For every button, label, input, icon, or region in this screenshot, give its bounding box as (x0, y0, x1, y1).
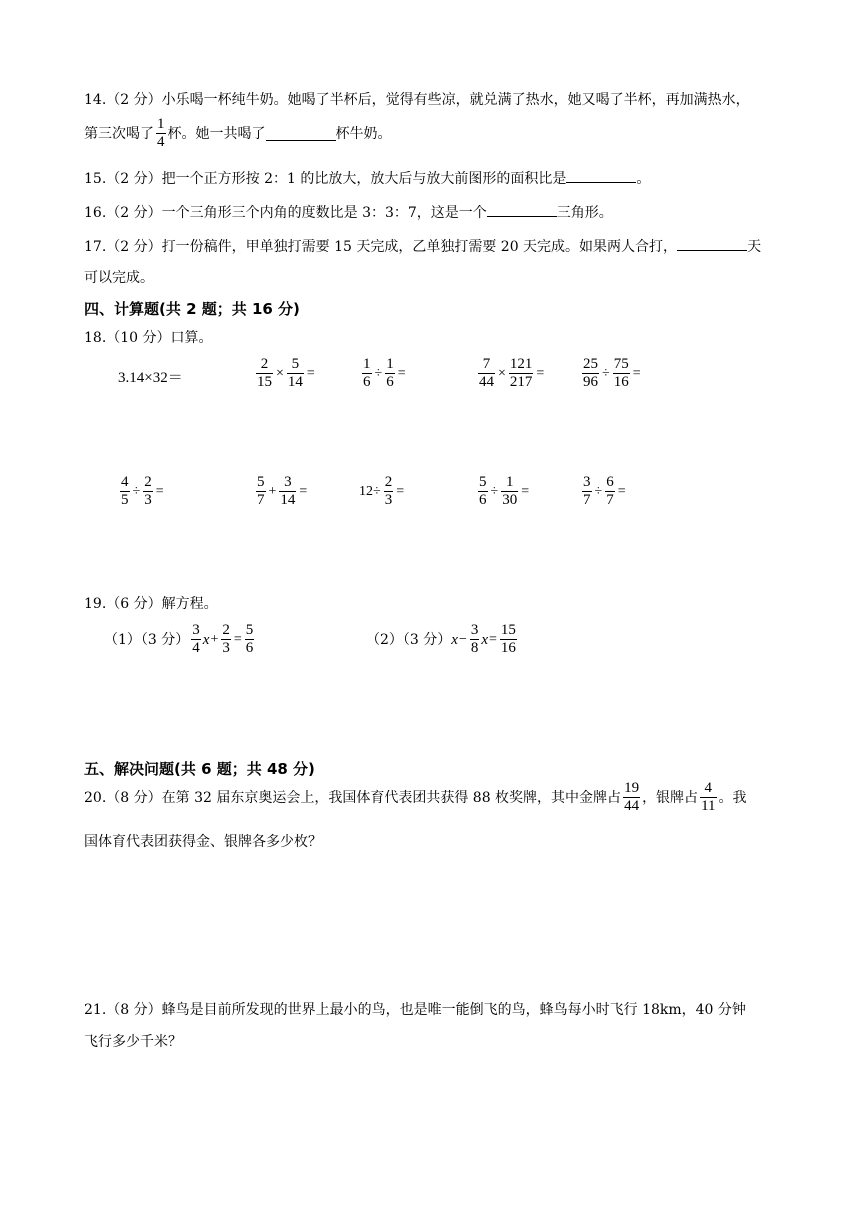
frac-num: 1 (363, 356, 371, 372)
q14-fraction (156, 116, 166, 151)
operator: ÷ (594, 483, 603, 499)
equals: = (299, 483, 308, 499)
fraction (256, 356, 273, 391)
q14-line2 (84, 116, 392, 151)
frac-num: 1 (505, 474, 514, 490)
frac-num: 2 (384, 474, 393, 490)
frac-num: 5 (291, 356, 300, 372)
frac-den: 11 (701, 798, 716, 814)
frac-den: 4 (192, 640, 200, 656)
frac-num: 15 (500, 622, 516, 638)
equals: = (521, 483, 530, 499)
frac-den: 3 (144, 492, 152, 508)
frac-den: 217 (509, 374, 533, 390)
equals: = (397, 365, 406, 381)
operator: ÷ (602, 365, 610, 381)
q20-text-a: 20.（8 分）在第 32 届东京奥运会上，我国体育代表团共获得 88 枚奖牌，其中金牌占 (84, 789, 622, 806)
q14-text-a: 第三次喝了 (84, 125, 154, 142)
frac-num: 4 (704, 780, 713, 796)
frac-num: 3 (583, 474, 591, 490)
q20-fraction-silver (700, 780, 716, 815)
fraction (245, 622, 255, 657)
frac-num: 5 (245, 622, 254, 638)
frac-num: 5 (479, 474, 487, 490)
q18-expr-1: 3.14×32＝ (118, 370, 183, 386)
operator: + (268, 483, 277, 499)
q19-part1-label: （1）（3 分） (104, 631, 190, 648)
fraction (287, 356, 304, 391)
frac-num: 6 (606, 474, 614, 490)
frac-num: 3 (192, 622, 200, 638)
q16-answer-blank[interactable] (487, 202, 557, 217)
fraction (582, 474, 592, 509)
frac-den: 3 (222, 640, 230, 656)
q18-expr-2 (254, 356, 316, 391)
frac-den: 7 (583, 492, 591, 508)
q18-expr-3 (360, 356, 407, 391)
operator: × (498, 365, 506, 381)
frac-den: 6 (363, 374, 371, 390)
fraction (120, 474, 130, 509)
frac-den: 6 (479, 492, 487, 508)
q18-expr-8 (358, 474, 405, 509)
q16 (84, 202, 613, 223)
fraction (279, 474, 296, 509)
operator: 12÷ (359, 483, 381, 499)
frac-num: 1 (386, 356, 394, 372)
q14-text-b: 杯。她一共喝了 (167, 125, 266, 142)
fraction (582, 356, 599, 391)
q18-expr-4 (476, 356, 545, 391)
section-5-title: 五、解决问题(共 6 题；共 48 分) (84, 760, 315, 778)
frac-den: 14 (280, 492, 296, 508)
fraction (362, 356, 372, 391)
equals: = (155, 483, 164, 499)
frac-den: 6 (245, 640, 254, 656)
frac-den: 96 (583, 374, 598, 390)
q14-frac-den: 4 (157, 134, 165, 150)
q15-text-b: 。 (636, 171, 651, 187)
section-4-title: 四、计算题(共 2 题；共 16 分) (84, 300, 300, 318)
frac-den: 8 (470, 640, 479, 656)
variable-x: x (451, 631, 458, 648)
fraction (256, 474, 266, 509)
q21-line1: 21.（8 分）蜂鸟是目前所发现的世界上最小的鸟，也是唯一能倒飞的鸟，蜂鸟每小时飞行 18km，40 分钟 (84, 1002, 746, 1018)
frac-num: 7 (482, 356, 491, 372)
q18-expr-7 (254, 474, 308, 509)
frac-den: 30 (502, 492, 518, 508)
operator: ÷ (132, 483, 141, 499)
equals: = (536, 365, 545, 381)
frac-num: 3 (284, 474, 292, 490)
frac-den: 6 (386, 374, 394, 390)
fraction (605, 474, 615, 509)
frac-den: 3 (384, 492, 393, 508)
frac-num: 19 (624, 780, 640, 796)
fraction (221, 622, 231, 657)
q19-part-1 (104, 622, 256, 657)
frac-num: 25 (583, 356, 598, 372)
frac-den: 44 (624, 798, 640, 814)
q18-title: 18.（10 分）口算。 (84, 330, 213, 346)
q15 (84, 168, 650, 189)
variable-x: x (202, 631, 210, 648)
q18-expr-5 (580, 356, 642, 391)
q17-line1 (84, 236, 761, 257)
variable-x: x (481, 631, 489, 648)
q19-part2-label: （2）（3 分） (366, 631, 452, 648)
fraction (385, 356, 395, 391)
fraction (478, 474, 488, 509)
frac-den: 15 (257, 374, 272, 390)
q17-line2: 可以完成。 (84, 270, 154, 286)
frac-num: 4 (121, 474, 129, 490)
q18-expr-9 (476, 474, 530, 509)
q18-expr-10 (580, 474, 627, 509)
q20-text-c: 。我 (718, 789, 747, 806)
fraction (509, 356, 534, 391)
q20-fraction-gold (623, 780, 640, 815)
q20-line2: 国体育代表团获得金、银牌各多少枚？ (84, 834, 322, 850)
equals: = (632, 365, 641, 381)
equals: = (617, 483, 626, 499)
frac-den: 7 (606, 492, 614, 508)
frac-num: 5 (257, 474, 265, 490)
q14-frac-num: 1 (157, 116, 165, 132)
q17-text-b: 天 (747, 239, 762, 255)
q14-line1: 14.（2 分）小乐喝一杯纯牛奶。她喝了半杯后，觉得有些凉，就兑满了热水，她又喝了半杯，再加满热水， (84, 92, 750, 108)
frac-num: 2 (222, 622, 230, 638)
fraction (470, 622, 480, 657)
fraction (143, 474, 153, 509)
q16-text-a: 16.（2 分）一个三角形三个内角的度数比是 3：3：7，这是一个 (84, 205, 487, 221)
q21-line2: 飞行多少千米？ (84, 1034, 182, 1050)
operator: ÷ (490, 483, 499, 499)
fraction (500, 622, 517, 657)
q17-answer-blank[interactable] (677, 236, 747, 251)
operator: ÷ (374, 365, 383, 381)
q16-text-b: 三角形。 (556, 205, 613, 221)
frac-den: 16 (500, 640, 516, 656)
q19-part-2 (366, 622, 519, 657)
fraction (501, 474, 518, 509)
frac-den: 14 (287, 374, 303, 390)
q15-answer-blank[interactable] (566, 168, 636, 183)
equals: = (233, 631, 242, 647)
frac-num: 121 (509, 356, 533, 372)
q14-text-c: 杯牛奶。 (335, 125, 392, 142)
frac-num: 2 (144, 474, 152, 490)
fraction (613, 356, 630, 391)
fraction (384, 474, 394, 509)
q18-expr-6 (118, 474, 165, 509)
q17-text-a: 17.（2 分）打一份稿件，甲单独打需要 15 天完成，乙单独打需要 20 天完成。如果两人合打， (84, 239, 678, 255)
q14-answer-blank[interactable] (266, 126, 336, 141)
frac-den: 5 (121, 492, 129, 508)
operator: + (210, 631, 219, 647)
frac-num: 75 (613, 356, 629, 372)
equals: = (306, 365, 315, 381)
operator: − (458, 631, 467, 647)
frac-den: 7 (257, 492, 265, 508)
frac-num: 2 (260, 356, 269, 372)
q19-title: 19.（6 分）解方程。 (84, 596, 218, 612)
q20-line1 (84, 780, 747, 815)
fraction (478, 356, 495, 391)
q15-text-a: 15.（2 分）把一个正方形按 2：1 的比放大，放大后与放大前图形的面积比是 (84, 171, 567, 187)
q20-text-b: ，银牌占 (642, 789, 699, 806)
equals: = (396, 483, 405, 499)
frac-den: 44 (479, 374, 494, 390)
frac-num: 3 (470, 622, 479, 638)
operator: × (276, 365, 284, 381)
fraction (191, 622, 201, 657)
frac-den: 16 (613, 374, 629, 390)
equals: = (489, 631, 497, 647)
